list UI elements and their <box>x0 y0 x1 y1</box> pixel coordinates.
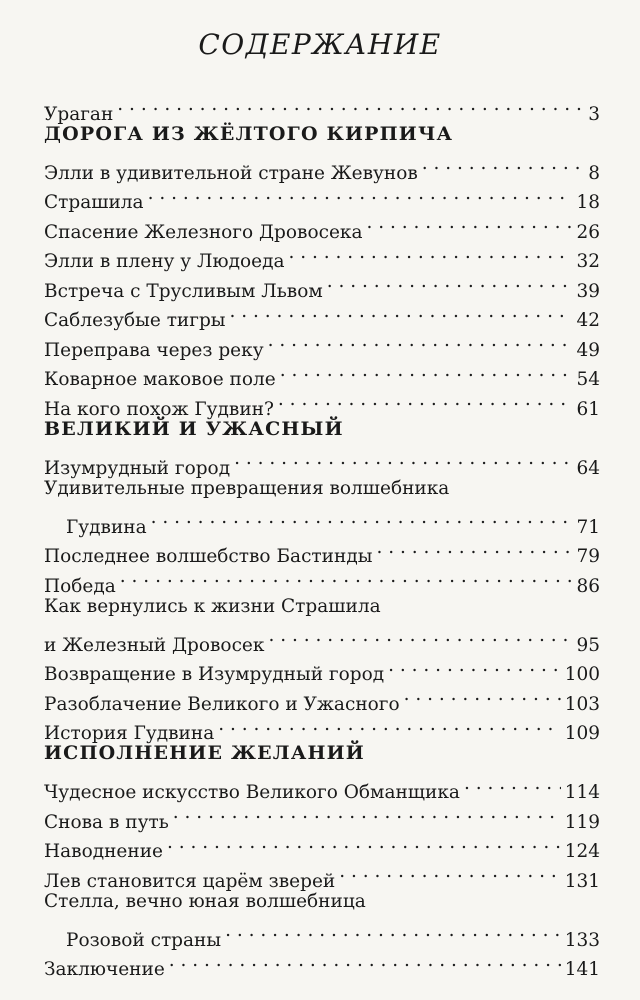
toc-page-number: 124 <box>564 841 600 862</box>
toc-entry-line <box>44 474 600 504</box>
toc-entry-title: Наводнение <box>44 841 163 862</box>
dot-leader <box>120 562 573 592</box>
toc-entry-title: Победа <box>44 575 116 597</box>
toc-entry-title: Встреча с Трусливым Львом <box>44 280 323 302</box>
toc-entry-title: Чудесное искусство Великого Обманщика <box>44 782 460 803</box>
dot-leader <box>289 238 573 268</box>
toc-entry-line <box>44 887 600 917</box>
section-heading <box>44 415 600 445</box>
dot-leader <box>117 90 584 120</box>
dot-leader <box>218 710 560 740</box>
toc-page-number: 39 <box>576 280 600 302</box>
toc-entry-title: Изумрудный город <box>44 457 231 479</box>
dot-leader <box>234 444 572 474</box>
dot-leader <box>225 916 561 946</box>
toc-entry-title: На кого похож Гудвин? <box>44 398 274 420</box>
dot-leader <box>280 356 573 386</box>
toc-page-number: 133 <box>564 929 600 951</box>
toc-entry-title: Возвращение в Изумрудный город <box>44 664 385 685</box>
dot-leader <box>268 326 573 356</box>
toc-page-number: 131 <box>564 870 600 892</box>
toc-entry-title: Лев становится царём зверей <box>44 870 336 892</box>
toc-entry <box>44 149 600 184</box>
dot-leader <box>151 503 573 533</box>
toc-entry-title: История Гудвина <box>44 723 215 744</box>
toc-entry-title: и Железный Дровосек <box>44 634 265 656</box>
toc-entry-title: Снова в путь <box>44 811 169 833</box>
toc-page-number: 26 <box>576 221 600 243</box>
dot-leader <box>367 208 573 238</box>
toc-entry <box>44 444 600 479</box>
toc-entry-title: Последнее волшебство Бастинды <box>44 546 373 567</box>
toc-page-number: 64 <box>576 457 600 479</box>
toc-page-number: 141 <box>564 959 600 980</box>
toc-page-number: 8 <box>588 162 600 184</box>
dot-leader <box>230 297 573 327</box>
dot-leader <box>268 621 572 651</box>
toc-page-number: 100 <box>564 664 600 685</box>
toc-entry-title: Удивительные превращения волшебника <box>44 477 450 499</box>
toc-entry-title: Гудвина <box>66 516 147 538</box>
toc-page-number: 61 <box>576 398 600 420</box>
toc-page-number: 109 <box>564 723 600 744</box>
toc-entry-title: Спасение Железного Дровосека <box>44 221 363 243</box>
page-title: СОДЕРЖАНИЕ <box>198 28 442 61</box>
toc-entry <box>44 621 600 656</box>
toc-page-number: 49 <box>576 339 600 361</box>
toc-entry <box>44 769 600 803</box>
section-heading-text: ДОРОГА ИЗ ЖЁЛТОГО КИРПИЧА <box>44 122 454 145</box>
toc-entry-title: Ураган <box>44 103 114 125</box>
toc-page-number: 86 <box>576 575 600 597</box>
toc-entry-title: Заключение <box>44 959 165 980</box>
toc-entry-line <box>44 592 600 622</box>
dot-leader <box>167 828 561 858</box>
dot-leader <box>422 149 584 179</box>
toc-entry-title: Розовой страны <box>66 929 222 951</box>
section-heading <box>44 739 600 769</box>
toc-page-number: 119 <box>564 811 600 833</box>
section-heading-text: ВЕЛИКИЙ И УЖАСНЫЙ <box>44 417 344 440</box>
toc-entry-title: Элли в удивительной стране Жевунов <box>44 162 418 184</box>
toc-page-number: 54 <box>576 369 600 390</box>
dot-leader <box>148 179 573 209</box>
section-heading <box>44 120 600 150</box>
toc-page-number: 3 <box>588 103 600 125</box>
dot-leader <box>169 946 561 976</box>
dot-leader <box>327 267 573 297</box>
toc-entry <box>44 562 600 597</box>
toc-page-number: 42 <box>576 310 600 331</box>
toc-entry <box>44 503 600 538</box>
dot-leader <box>339 857 560 887</box>
toc-page-number: 114 <box>564 782 600 803</box>
dot-leader <box>173 798 561 828</box>
table-of-contents <box>44 90 600 980</box>
toc-entry-title: Элли в плену у Людоеда <box>44 251 285 272</box>
toc-entry-title: Страшила <box>44 192 144 213</box>
dot-leader <box>388 651 561 681</box>
toc-entry-title: Саблезубые тигры <box>44 310 226 331</box>
toc-entry-title: Коварное маковое поле <box>44 369 276 390</box>
section-heading-text: ИСПОЛНЕНИЕ ЖЕЛАНИЙ <box>44 742 365 764</box>
toc-entry <box>44 916 600 951</box>
toc-entry-title: Разоблачение Великого и Ужасного <box>44 693 400 715</box>
toc-page-number: 103 <box>564 693 600 715</box>
toc-entry-title: Переправа через реку <box>44 339 264 361</box>
toc-page-number: 79 <box>576 546 600 567</box>
dot-leader <box>278 385 573 415</box>
toc-entry-title: Стелла, вечно юная волшебница <box>44 890 366 912</box>
toc-page-number: 18 <box>576 192 600 213</box>
toc-entry <box>44 90 600 125</box>
dot-leader <box>464 769 561 799</box>
toc-page-number: 95 <box>576 634 600 656</box>
toc-page-number: 32 <box>576 251 600 272</box>
dot-leader <box>404 680 561 710</box>
toc-page-number: 71 <box>576 516 600 538</box>
toc-entry-title: Как вернулись к жизни Страшила <box>44 595 381 617</box>
dot-leader <box>376 533 572 563</box>
